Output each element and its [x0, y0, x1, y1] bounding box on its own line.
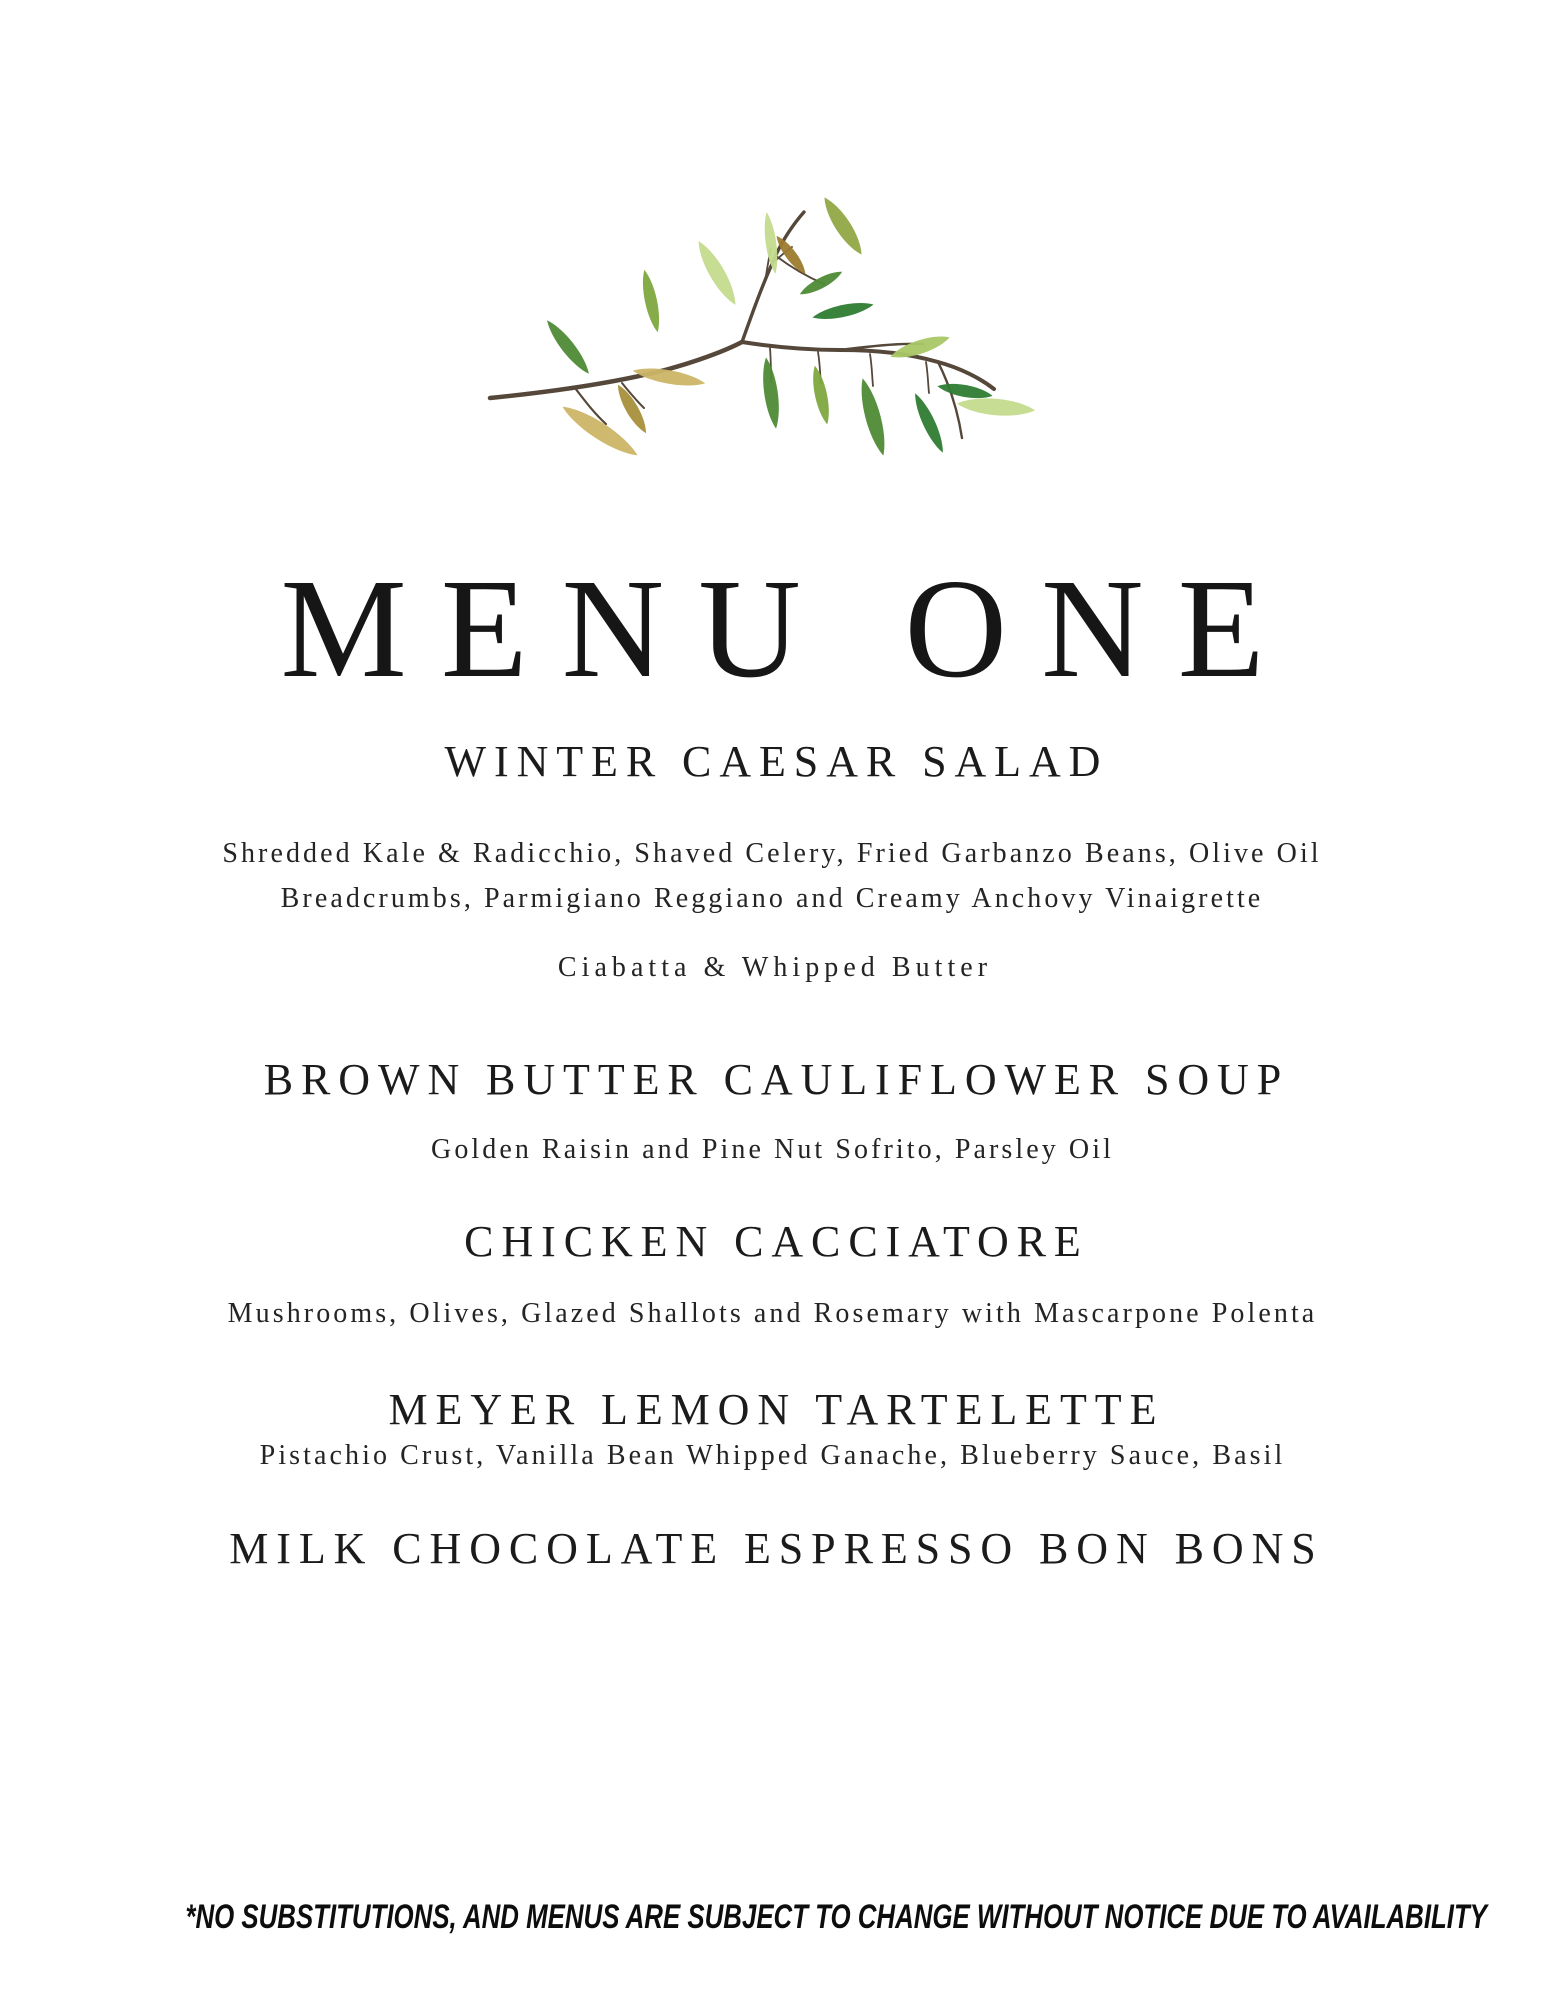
course-name: MEYER LEMON TARTELETTE [388, 1385, 1165, 1434]
course-side: Ciabatta & Whipped Butter [557, 952, 993, 983]
olive-branch-icon [480, 186, 1040, 471]
course-name: CHICKEN CACCIATORE [464, 1217, 1089, 1266]
course-description: Pistachio Crust, Vanilla Bean Whipped Ganache, Blueberry Sauce, Basil [259, 1440, 1286, 1471]
course-description: Shredded Kale & Radicchio, Shaved Celery, Fried Garbanzo Beans, Olive Oil Breadcrumbs, Parmigiano Reggiano and Creamy Anchovy Vinaigrette [222, 838, 1322, 914]
course-name: MILK CHOCOLATE ESPRESSO BON BONS [229, 1524, 1324, 1573]
course-description: Golden Raisin and Pine Nut Sofrito, Parsley Oil [431, 1134, 1114, 1165]
footer-disclaimer: *NO SUBSTITUTIONS, AND MENUS ARE SUBJECT TO CHANGE WITHOUT NOTICE DUE TO AVAILABILITY [185, 1898, 1488, 1936]
course-name: BROWN BUTTER CAULIFLOWER SOUP [263, 1055, 1290, 1104]
course-description: Mushrooms, Olives, Glazed Shallots and Rosemary with Mascarpone Polenta [227, 1298, 1318, 1329]
course-name: WINTER CAESAR SALAD [444, 737, 1109, 786]
menu-title: MENU ONE [280, 549, 1299, 708]
